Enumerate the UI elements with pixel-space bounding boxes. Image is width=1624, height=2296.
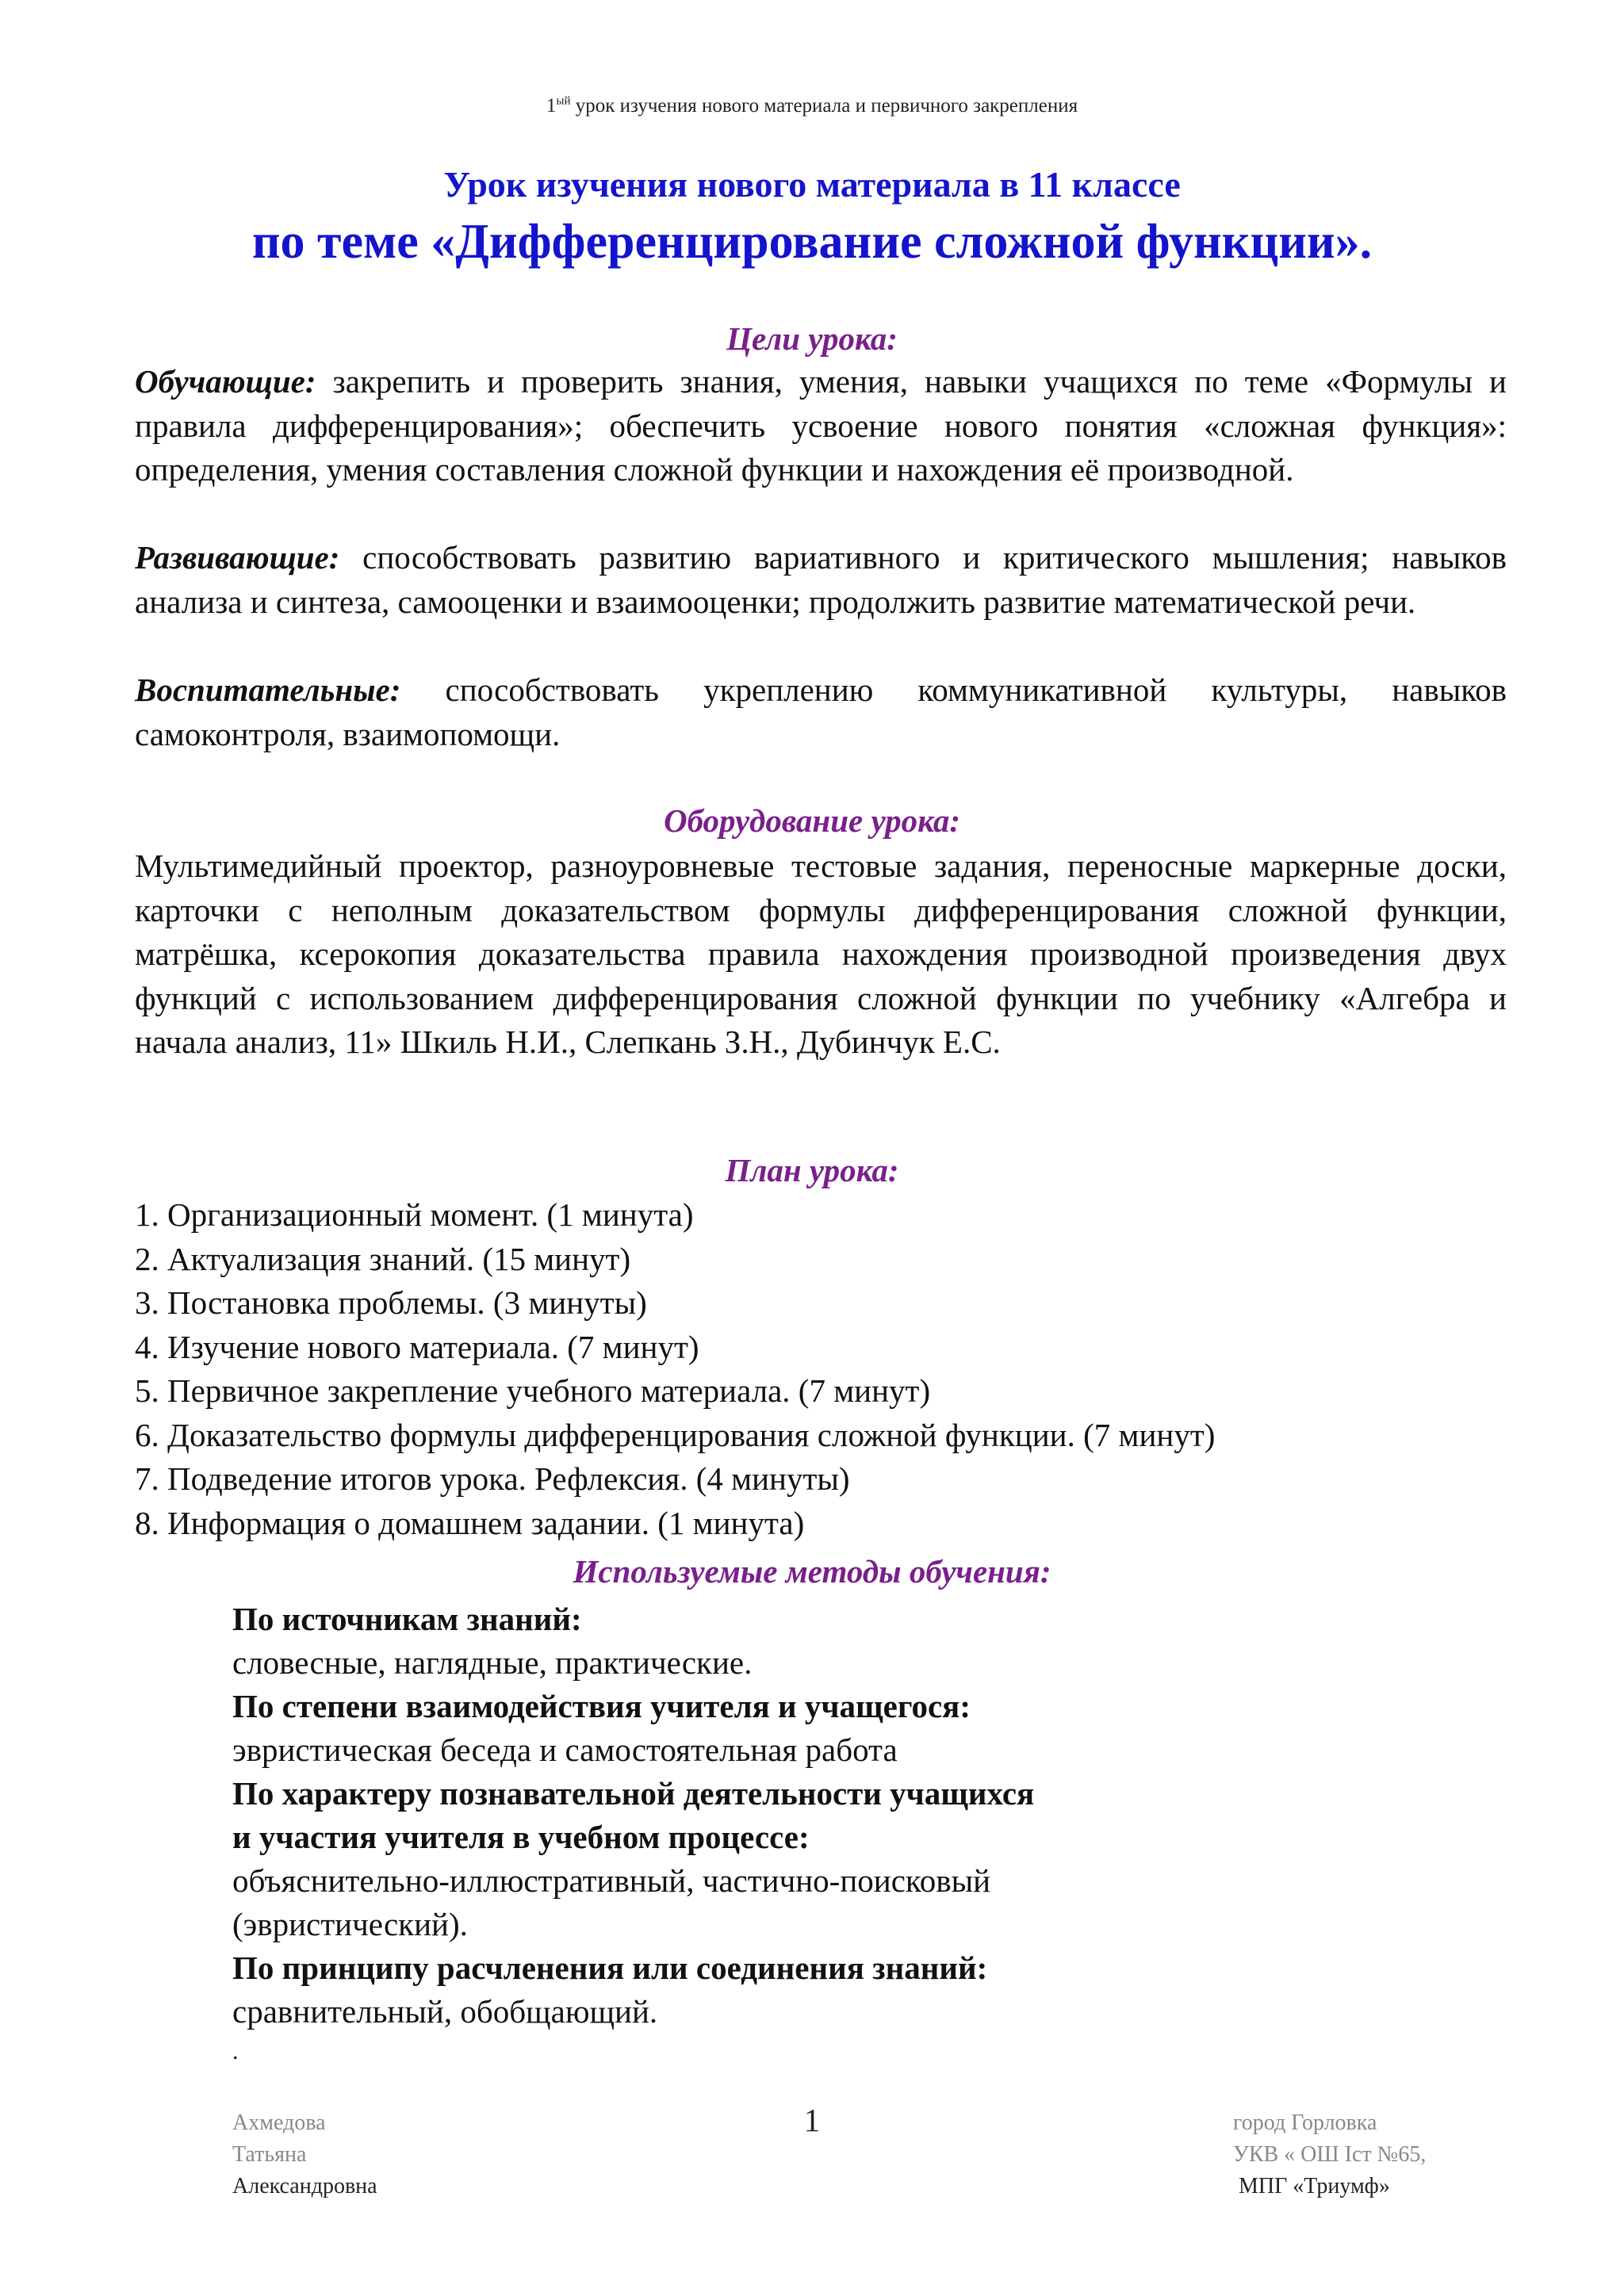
goal-teaching <box>135 360 1507 492</box>
footer-school-line: МПГ «Триумф» <box>1233 2174 1390 2198</box>
method-group-title: и участия учителя в учебном процессе: <box>232 1819 810 1855</box>
methods-list <box>232 1598 1342 2069</box>
method-group-text: эвристическая беседа и самостоятельная работа <box>232 1732 898 1768</box>
plan-item: 5. Первичное закрепление учебного материала. (7 минут) <box>135 1372 931 1409</box>
equipment-heading: Оборудование урока: <box>663 802 961 839</box>
goal-educational-label: Воспитательные: <box>135 672 401 708</box>
header-text: урок изучения нового материала и первичного закрепления <box>570 95 1078 117</box>
footer-school <box>1233 2107 1426 2202</box>
footer-school-line: УКВ « ОШ Iст №65, <box>1233 2142 1427 2167</box>
goal-teaching-label: Обучающие: <box>135 363 316 400</box>
equipment-text: Мультимедийный проектор, разноуровневые тестовые задания, переносные маркерные доски, карточки с неполным доказательством формулы дифференцирования сложной функции, матрёшка, ксерокопия доказательства правила нахождения производной произведения двух функций с использованием дифференцирования сложной функции по учебнику «Алгебра и начала анализ, 11» Шкиль Н.И., Слепкань З.Н., Дубинчук Е.С. <box>135 848 1507 1060</box>
methods-heading: Используемые методы обучения: <box>573 1553 1051 1590</box>
footer-author-line: Татьяна <box>232 2142 307 2167</box>
plan-item: 6. Доказательство формулы дифференцирования сложной функции. (7 минут) <box>135 1416 1216 1453</box>
method-group-text: словесные, наглядные, практические. <box>232 1644 753 1681</box>
plan-item: 3. Постановка проблемы. (3 минуты) <box>135 1284 647 1321</box>
goal-teaching-text: закрепить и проверить знания, умения, навыки учащихся по теме «Формулы и правила дифференцирования»; обеспечить усвоение нового понятия «сложная функция»: определения, умения составления сложной функции и нахождения её производной. <box>135 363 1507 488</box>
goal-educational-text: способствовать укреплению коммуникативной культуры, навыков самоконтроля, взаимопомощи. <box>135 672 1507 752</box>
method-group-title: По источникам знаний: <box>232 1601 582 1637</box>
method-group-title: По характеру познавательной деятельности учащихся <box>232 1775 1035 1812</box>
method-group-title: По степени взаимодействия учителя и учащегося: <box>232 1688 971 1724</box>
plan-item: 8. Информация о домашнем задании. (1 минута) <box>135 1504 805 1541</box>
plan-item: 1. Организационный момент. (1 минута) <box>135 1196 694 1233</box>
method-group-text: сравнительный, обобщающий. <box>232 1993 658 2030</box>
trailing-dot: . <box>232 2038 239 2064</box>
title-line-1: Урок изучения нового материала в 11 классе <box>443 164 1181 205</box>
plan-list <box>135 1193 1507 1545</box>
page-number: 1 <box>803 2102 821 2138</box>
method-group-text: объяснительно-иллюстративный, частично-поисковый <box>232 1862 991 1899</box>
page-header <box>0 95 1624 117</box>
goals-heading: Цели урока: <box>726 320 898 357</box>
plan-item: 4. Изучение нового материала. (7 минут) <box>135 1328 699 1365</box>
footer-author-line: Ахмедова <box>232 2110 326 2135</box>
goal-developing <box>135 536 1507 624</box>
header-superscript: ый <box>556 94 571 108</box>
plan-heading: План урока: <box>725 1152 899 1188</box>
footer-author-line: Александровна <box>232 2174 377 2198</box>
footer-school-line: город Горловка <box>1233 2110 1377 2135</box>
method-group-text: (эвристический). <box>232 1906 468 1942</box>
plan-item: 7. Подведение итогов урока. Рефлексия. (4 минуты) <box>135 1460 850 1497</box>
header-number: 1 <box>546 95 557 117</box>
method-group-title: По принципу расчленения или соединения знаний: <box>232 1950 988 1986</box>
title-line-2: по теме «Дифференцирование сложной функции». <box>251 215 1373 269</box>
goal-educational <box>135 668 1507 756</box>
goal-developing-text: способствовать развитию вариативного и критического мышления; навыков анализа и синтеза, самооценки и взаимооценки; продолжить развитие математической речи. <box>135 539 1507 620</box>
goal-developing-label: Развивающие: <box>135 539 340 576</box>
plan-item: 2. Актуализация знаний. (15 минут) <box>135 1240 631 1277</box>
